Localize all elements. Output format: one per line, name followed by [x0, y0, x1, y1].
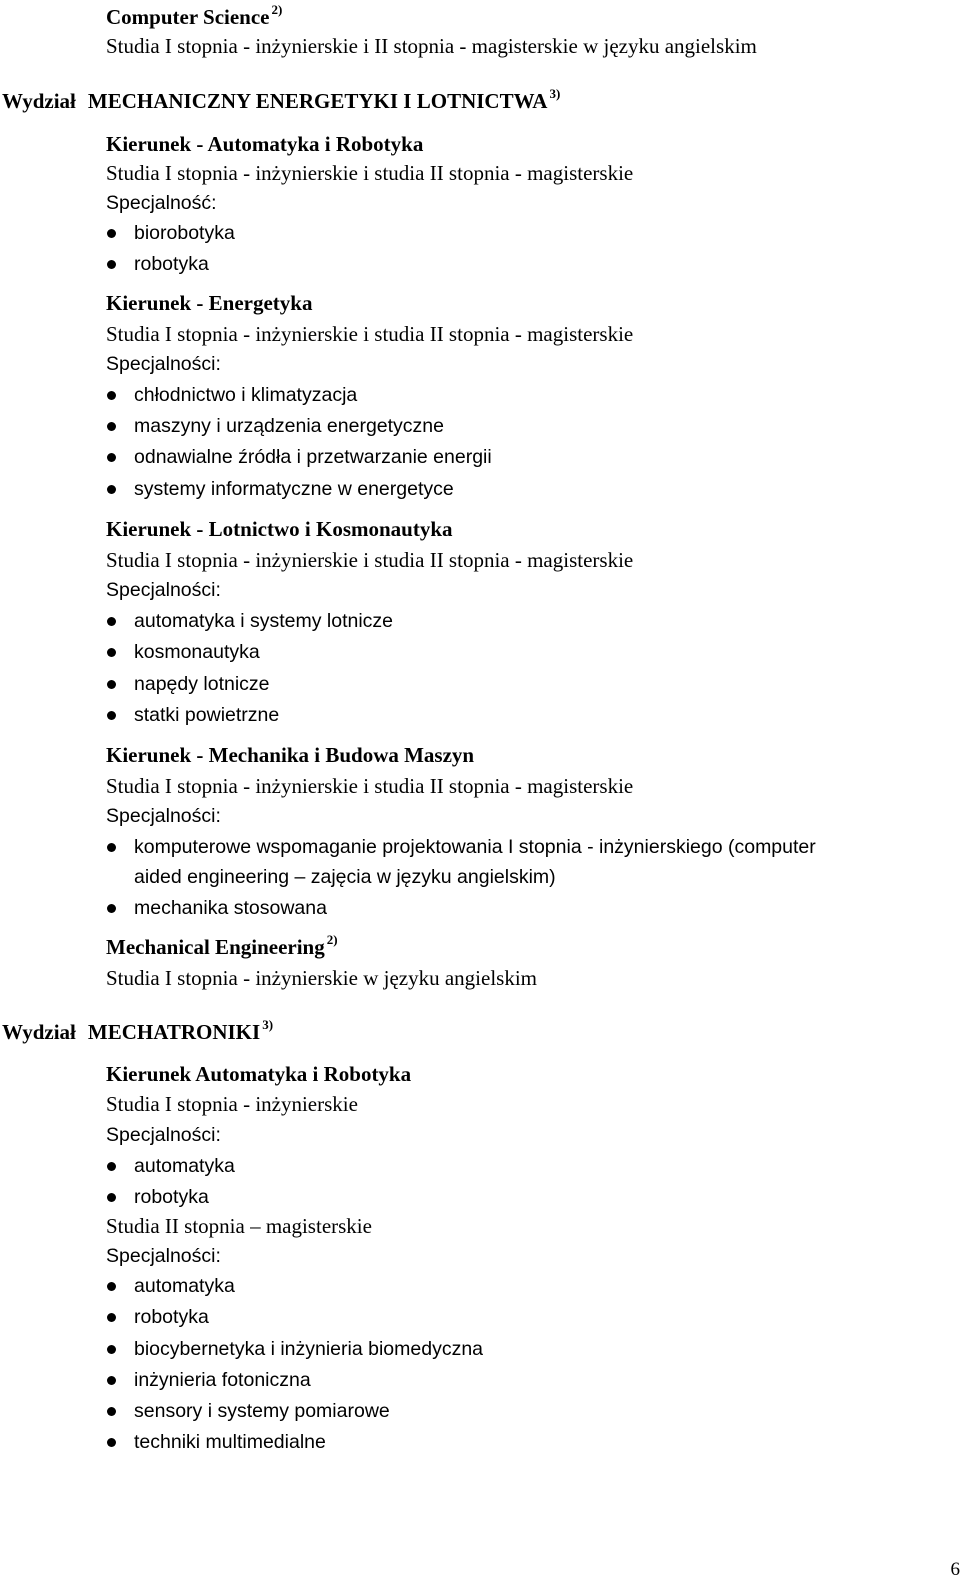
- bullet-icon: [107, 422, 116, 431]
- list-item: automatyka: [134, 1275, 235, 1297]
- faculty-name: MECHANICZNY ENERGETYKI I LOTNICTWA: [87, 89, 548, 113]
- footnote-ref: 3): [549, 86, 561, 101]
- list-item: robotyka: [134, 1306, 209, 1328]
- bullet-icon: [107, 1438, 116, 1447]
- bullet-icon: [107, 1193, 116, 1202]
- list-item: systemy informatyczne w energetyce: [134, 478, 454, 500]
- list-item: maszyny i urządzenia energetyczne: [134, 415, 444, 437]
- list-item: odnawialne źródła i przetwarzanie energii: [134, 446, 492, 468]
- list-item: sensory i systemy pomiarowe: [134, 1400, 390, 1422]
- list-item: techniki multimedialne: [134, 1431, 326, 1453]
- specialty-label: Specjalności:: [106, 1124, 221, 1146]
- cs-title: [106, 4, 282, 33]
- footnote-ref: 2): [271, 2, 283, 17]
- program-title: Kierunek - Automatyka i Robotyka: [106, 132, 424, 156]
- bullet-icon: [107, 617, 116, 626]
- bullet-icon: [107, 1313, 116, 1322]
- list-item: chłodnictwo i klimatyzacja: [134, 384, 358, 406]
- program-title: Kierunek - Mechanika i Budowa Maszyn: [106, 743, 475, 767]
- faculty-name: MECHATRONIKI: [87, 1020, 261, 1044]
- program-studies: Studia I stopnia - inżynierskie: [106, 1092, 358, 1116]
- bullet-icon: [107, 1376, 116, 1385]
- program-studies: Studia I stopnia - inżynierskie i studia II stopnia - magisterskie: [106, 774, 634, 798]
- specialty-label: Specjalności:: [106, 579, 221, 601]
- program-title: Kierunek - Energetyka: [106, 291, 313, 315]
- program-title: Kierunek - Lotnictwo i Kosmonautyka: [106, 517, 453, 541]
- cs-studies: Studia I stopnia - inżynierskie i II stopnia - magisterskie w języku angielskim: [106, 34, 757, 58]
- footnote-ref: 2): [326, 932, 338, 947]
- bullet-icon: [107, 391, 116, 400]
- faculty-prefix: Wydział: [2, 89, 76, 113]
- bullet-icon: [107, 229, 116, 238]
- program-studies: Studia I stopnia - inżynierskie w języku angielskim: [106, 966, 537, 990]
- list-item: biorobotyka: [134, 222, 235, 244]
- list-item: mechanika stosowana: [134, 897, 327, 919]
- bullet-icon: [107, 1345, 116, 1354]
- specialty-label: Specjalności:: [106, 353, 221, 375]
- bullet-icon: [107, 648, 116, 657]
- bullet-icon: [107, 485, 116, 494]
- bullet-icon: [107, 711, 116, 720]
- bullet-icon: [107, 260, 116, 269]
- bullet-icon: [107, 1282, 116, 1291]
- faculty-prefix: Wydział: [2, 1020, 76, 1044]
- faculty-heading-mechatronics: [2, 1019, 273, 1048]
- program-title: Kierunek Automatyka i Robotyka: [106, 1062, 412, 1086]
- page-number: 6: [950, 1559, 960, 1580]
- bullet-icon: [107, 680, 116, 689]
- bullet-icon: [107, 1162, 116, 1171]
- program-studies: Studia I stopnia - inżynierskie i studia II stopnia - magisterskie: [106, 322, 634, 346]
- footnote-ref: 3): [262, 1017, 274, 1032]
- program-title-text: Mechanical Engineering: [106, 935, 325, 959]
- specialty-label: Specjalność:: [106, 192, 217, 214]
- list-item: inżynieria fotoniczna: [134, 1369, 311, 1391]
- specialty-label: Specjalności:: [106, 805, 221, 827]
- bullet-icon: [107, 453, 116, 462]
- bullet-icon: [107, 843, 116, 852]
- program-studies: Studia I stopnia - inżynierskie i studia II stopnia - magisterskie: [106, 161, 634, 185]
- program-studies: Studia I stopnia - inżynierskie i studia II stopnia - magisterskie: [106, 548, 634, 572]
- list-item-continuation: aided engineering – zajęcia w języku angielskim): [134, 866, 556, 888]
- program-title-mech-eng: [106, 934, 338, 963]
- list-item: statki powietrzne: [134, 704, 280, 726]
- faculty-heading-meil: [2, 88, 560, 117]
- list-item: komputerowe wspomaganie projektowania I stopnia - inżynierskiego (computer: [134, 836, 816, 858]
- bullet-icon: [107, 1407, 116, 1416]
- specialty-label: Specjalności:: [106, 1245, 221, 1267]
- bullet-icon: [107, 904, 116, 913]
- cs-title-text: Computer Science: [106, 5, 270, 29]
- list-item: kosmonautyka: [134, 641, 260, 663]
- list-item: robotyka: [134, 253, 209, 275]
- list-item: napędy lotnicze: [134, 673, 270, 695]
- program-studies: Studia II stopnia – magisterskie: [106, 1214, 372, 1238]
- list-item: biocybernetyka i inżynieria biomedyczna: [134, 1338, 484, 1360]
- list-item: automatyka i systemy lotnicze: [134, 610, 394, 632]
- list-item: automatyka: [134, 1155, 235, 1177]
- list-item: robotyka: [134, 1186, 209, 1208]
